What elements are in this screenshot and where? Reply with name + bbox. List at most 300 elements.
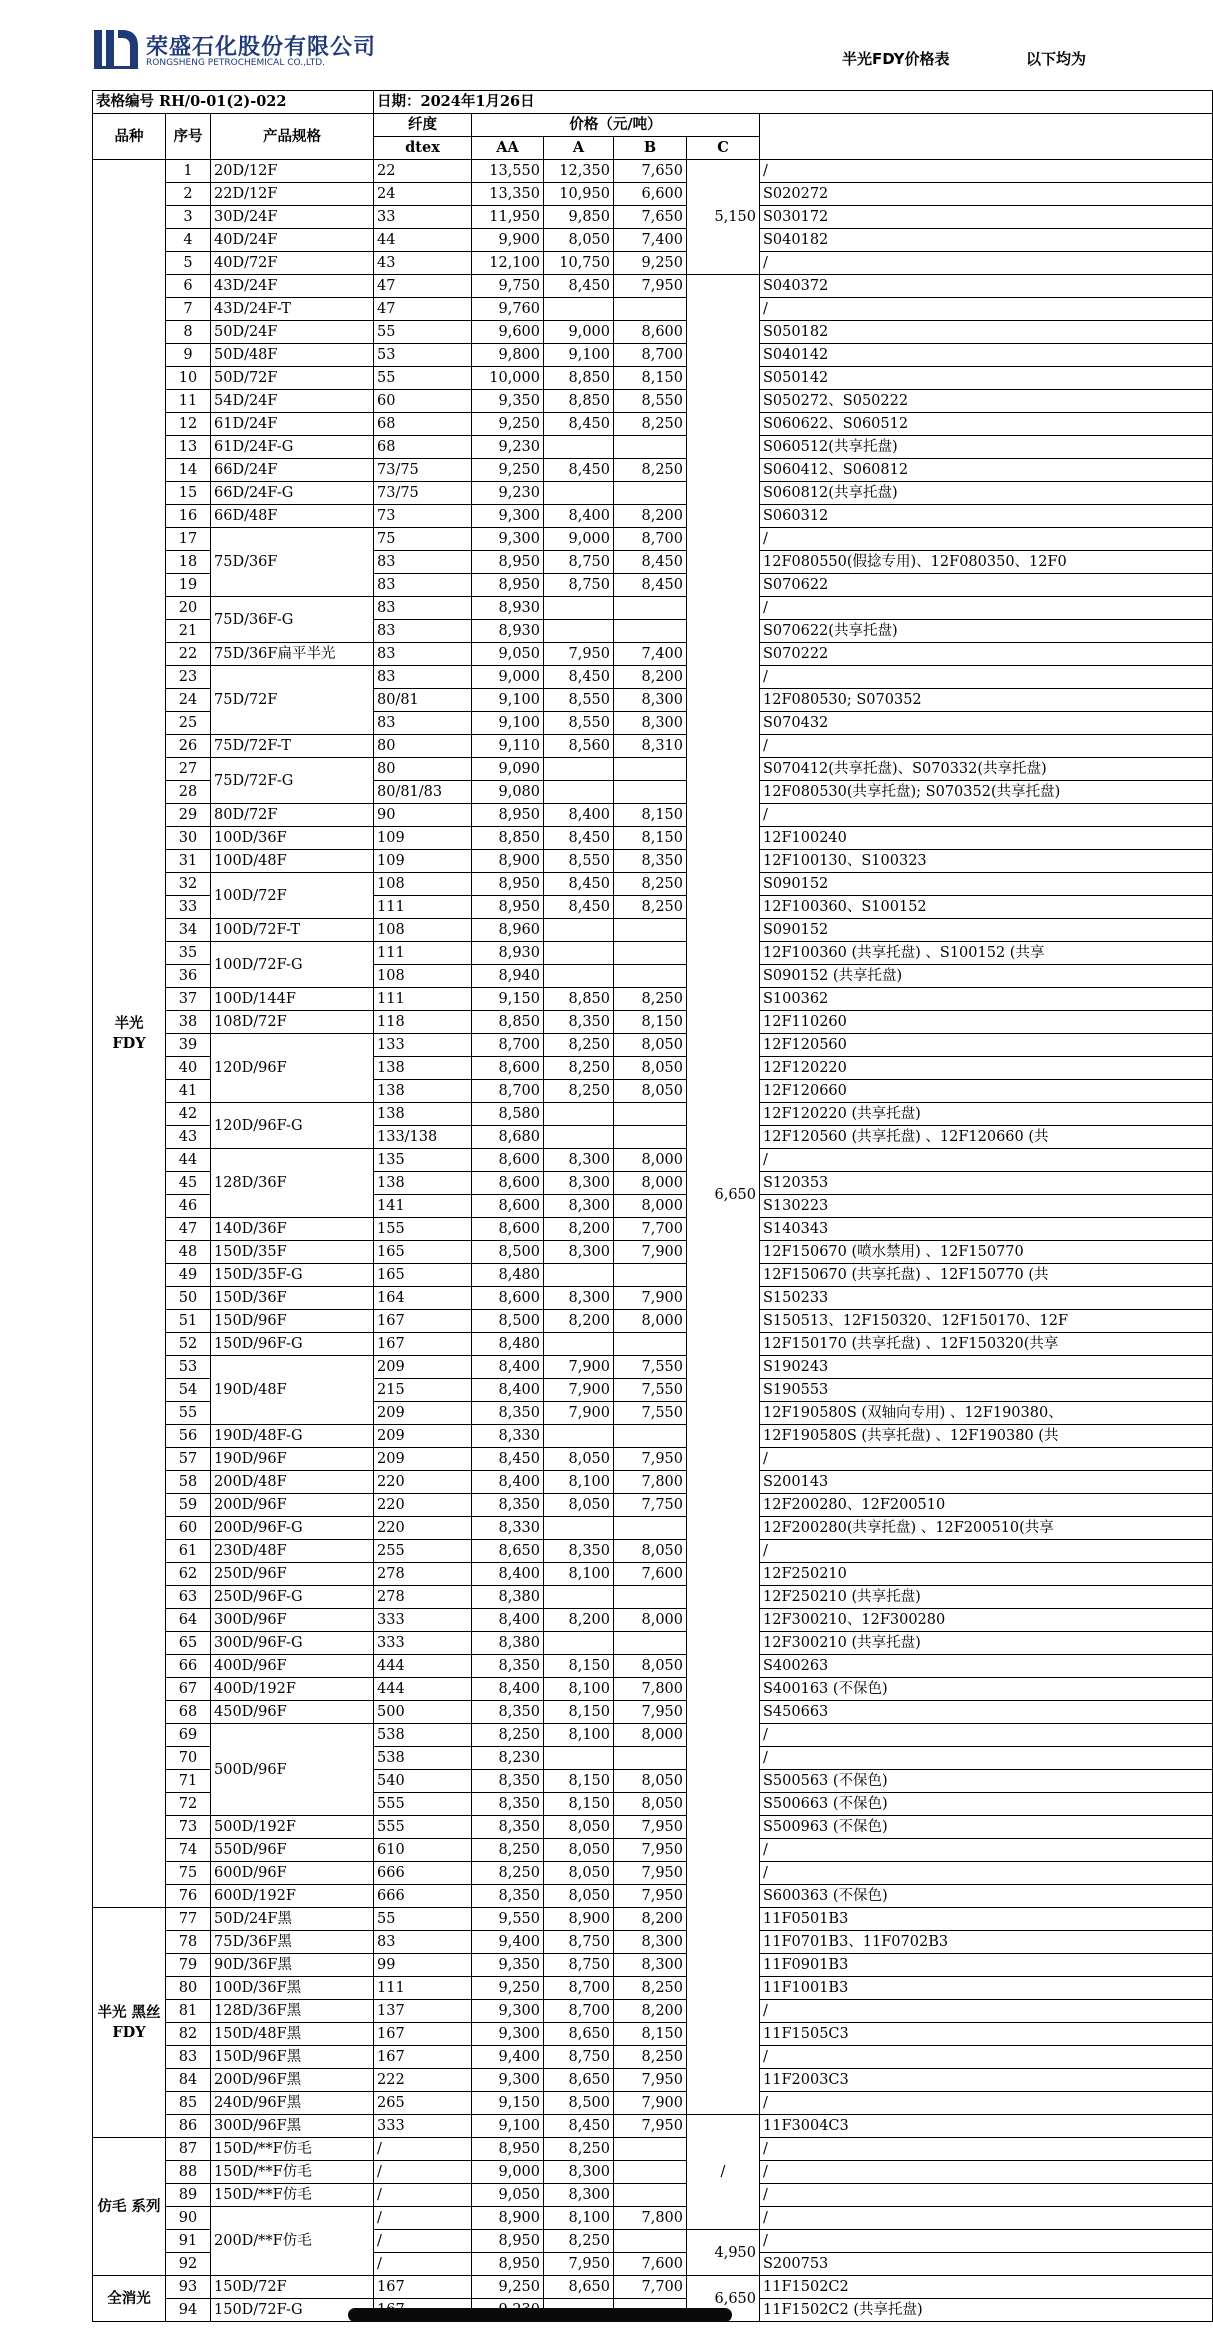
- col-code-header: [760, 114, 1213, 160]
- price-aa-cell: 8,250: [472, 1862, 544, 1885]
- price-b-cell: [614, 1586, 687, 1609]
- product-code-cell: 12F190580S (共享托盘) 、12F190380 (共: [760, 1425, 1213, 1448]
- price-a-cell: [544, 1264, 614, 1287]
- product-spec-cell: 128D/36F黑: [211, 2000, 374, 2023]
- product-code-cell: 12F150670 (共享托盘) 、12F150770 (共: [760, 1264, 1213, 1287]
- table-row: [93, 482, 1213, 505]
- dtex-cell: 133: [374, 1034, 472, 1057]
- product-code-cell: 12F250210 (共享托盘): [760, 1586, 1213, 1609]
- price-a-cell: 8,700: [544, 2000, 614, 2023]
- price-aa-cell: 9,150: [472, 2092, 544, 2115]
- table-row: [93, 229, 1213, 252]
- table-row: [93, 367, 1213, 390]
- product-code-cell: 12F120560 (共享托盘) 、12F120660 (共: [760, 1126, 1213, 1149]
- product-code-cell: 12F120560: [760, 1034, 1213, 1057]
- price-b-cell: 8,550: [614, 390, 687, 413]
- product-spec-cell: 43D/24F-T: [211, 298, 374, 321]
- dtex-cell: 222: [374, 2069, 472, 2092]
- product-code-cell: S500563 (不保色): [760, 1770, 1213, 1793]
- table-row: [93, 413, 1213, 436]
- price-a-cell: 8,560: [544, 735, 614, 758]
- price-b-cell: 8,250: [614, 896, 687, 919]
- row-number-cell: 82: [166, 2023, 211, 2046]
- price-aa-cell: 9,250: [472, 413, 544, 436]
- price-a-cell: 8,050: [544, 1862, 614, 1885]
- price-a-cell: [544, 620, 614, 643]
- price-b-cell: [614, 597, 687, 620]
- table-row: [93, 1563, 1213, 1586]
- product-code-cell: S070412(共享托盘)、S070332(共享托盘): [760, 758, 1213, 781]
- dtex-cell: 135: [374, 1149, 472, 1172]
- price-a-cell: 8,500: [544, 2092, 614, 2115]
- row-number-cell: 39: [166, 1034, 211, 1057]
- price-b-cell: 8,150: [614, 1011, 687, 1034]
- price-a-cell: [544, 1126, 614, 1149]
- price-a-cell: 8,300: [544, 2184, 614, 2207]
- price-b-cell: 8,250: [614, 1977, 687, 2000]
- price-b-cell: 7,600: [614, 2253, 687, 2276]
- row-number-cell: 8: [166, 321, 211, 344]
- price-aa-cell: 9,230: [472, 436, 544, 459]
- product-code-cell: 12F100240: [760, 827, 1213, 850]
- row-number-cell: 71: [166, 1770, 211, 1793]
- table-row: [93, 321, 1213, 344]
- dtex-cell: 43: [374, 252, 472, 275]
- product-spec-cell: 150D/48F黑: [211, 2023, 374, 2046]
- dtex-cell: 538: [374, 1747, 472, 1770]
- document-title: 半光FDY价格表: [842, 50, 950, 68]
- price-a-cell: 8,150: [544, 1701, 614, 1724]
- product-code-cell: S020272: [760, 183, 1213, 206]
- price-a-cell: 8,200: [544, 1609, 614, 1632]
- table-row: [93, 643, 1213, 666]
- row-number-cell: 52: [166, 1333, 211, 1356]
- dtex-cell: 538: [374, 1724, 472, 1747]
- price-a-cell: [544, 436, 614, 459]
- price-b-cell: 7,550: [614, 1356, 687, 1379]
- product-spec-cell: 300D/96F: [211, 1609, 374, 1632]
- price-a-cell: 9,100: [544, 344, 614, 367]
- price-b-cell: [614, 1632, 687, 1655]
- product-spec-cell: 100D/36F: [211, 827, 374, 850]
- row-number-cell: 80: [166, 1977, 211, 2000]
- price-b-cell: [614, 1425, 687, 1448]
- dtex-cell: 55: [374, 321, 472, 344]
- price-a-cell: 8,300: [544, 1241, 614, 1264]
- price-aa-cell: 9,750: [472, 275, 544, 298]
- price-a-cell: [544, 965, 614, 988]
- product-spec-cell: 600D/192F: [211, 1885, 374, 1908]
- price-b-cell: 7,950: [614, 275, 687, 298]
- price-a-cell: 8,250: [544, 1057, 614, 1080]
- price-a-cell: 8,450: [544, 413, 614, 436]
- table-row: [93, 1609, 1213, 1632]
- price-aa-cell: 9,250: [472, 2276, 544, 2299]
- table-row: [93, 1356, 1213, 1379]
- dtex-cell: 68: [374, 436, 472, 459]
- table-row: [93, 1494, 1213, 1517]
- dtex-cell: 83: [374, 643, 472, 666]
- price-aa-cell: 8,600: [472, 1172, 544, 1195]
- price-aa-cell: 8,350: [472, 1494, 544, 1517]
- price-a-cell: 7,900: [544, 1402, 614, 1425]
- dtex-cell: 555: [374, 1816, 472, 1839]
- price-a-cell: 8,200: [544, 1310, 614, 1333]
- row-number-cell: 68: [166, 1701, 211, 1724]
- row-number-cell: 51: [166, 1310, 211, 1333]
- product-spec-cell: 400D/192F: [211, 1678, 374, 1701]
- price-a-cell: 7,950: [544, 643, 614, 666]
- dtex-cell: 333: [374, 2115, 472, 2138]
- col-a-header: A: [544, 137, 614, 160]
- table-row: [93, 919, 1213, 942]
- row-number-cell: 18: [166, 551, 211, 574]
- product-code-cell: S070622: [760, 574, 1213, 597]
- table-row: [93, 1034, 1213, 1057]
- product-spec-cell: 200D/48F: [211, 1471, 374, 1494]
- dtex-cell: 108: [374, 873, 472, 896]
- product-spec-cell: 40D/24F: [211, 229, 374, 252]
- product-spec-cell: 75D/72F-G: [211, 758, 374, 804]
- price-b-cell: 8,050: [614, 1793, 687, 1816]
- dtex-cell: 111: [374, 942, 472, 965]
- product-code-cell: 12F120220: [760, 1057, 1213, 1080]
- dtex-cell: 53: [374, 344, 472, 367]
- price-b-cell: 8,000: [614, 1724, 687, 1747]
- product-spec-cell: 40D/72F: [211, 252, 374, 275]
- price-aa-cell: 9,100: [472, 689, 544, 712]
- price-aa-cell: 12,100: [472, 252, 544, 275]
- price-a-cell: 8,750: [544, 551, 614, 574]
- price-a-cell: [544, 597, 614, 620]
- table-row: [93, 1264, 1213, 1287]
- product-spec-cell: 200D/96F黑: [211, 2069, 374, 2092]
- table-row: [93, 298, 1213, 321]
- price-a-cell: 8,550: [544, 850, 614, 873]
- price-b-cell: 8,200: [614, 666, 687, 689]
- price-aa-cell: 8,950: [472, 574, 544, 597]
- price-a-cell: 8,100: [544, 2207, 614, 2230]
- table-row: [93, 1931, 1213, 1954]
- dtex-cell: 278: [374, 1586, 472, 1609]
- product-spec-cell: 250D/96F-G: [211, 1586, 374, 1609]
- price-aa-cell: 8,900: [472, 2207, 544, 2230]
- price-b-cell: 8,250: [614, 2046, 687, 2069]
- dtex-cell: 167: [374, 2046, 472, 2069]
- product-spec-cell: 100D/72F-G: [211, 942, 374, 988]
- price-c-cell: 6,650: [687, 2276, 760, 2322]
- variety-group-cell: 半光 FDY: [93, 160, 166, 1908]
- product-spec-cell: 50D/24F黑: [211, 1908, 374, 1931]
- row-number-cell: 60: [166, 1517, 211, 1540]
- price-a-cell: [544, 298, 614, 321]
- price-b-cell: 8,000: [614, 1195, 687, 1218]
- dtex-cell: 333: [374, 1609, 472, 1632]
- product-code-cell: S500963 (不保色): [760, 1816, 1213, 1839]
- price-a-cell: 8,150: [544, 1770, 614, 1793]
- product-spec-cell: 120D/96F-G: [211, 1103, 374, 1149]
- product-spec-cell: 108D/72F: [211, 1011, 374, 1034]
- price-a-cell: 8,550: [544, 689, 614, 712]
- price-a-cell: 8,300: [544, 1287, 614, 1310]
- price-a-cell: 8,250: [544, 1080, 614, 1103]
- product-spec-cell: 250D/96F: [211, 1563, 374, 1586]
- table-row: [93, 1839, 1213, 1862]
- price-aa-cell: 9,900: [472, 229, 544, 252]
- product-code-cell: S100362: [760, 988, 1213, 1011]
- product-code-cell: 11F0501B3: [760, 1908, 1213, 1931]
- row-number-cell: 13: [166, 436, 211, 459]
- product-code-cell: S600363 (不保色): [760, 1885, 1213, 1908]
- price-b-cell: 6,600: [614, 183, 687, 206]
- product-code-cell: S060312: [760, 505, 1213, 528]
- row-number-cell: 23: [166, 666, 211, 689]
- price-aa-cell: 8,950: [472, 2253, 544, 2276]
- row-number-cell: 65: [166, 1632, 211, 1655]
- price-aa-cell: 9,300: [472, 2069, 544, 2092]
- product-code-cell: S500663 (不保色): [760, 1793, 1213, 1816]
- price-aa-cell: 8,250: [472, 1724, 544, 1747]
- variety-group-cell: 仿毛 系列: [93, 2138, 166, 2276]
- table-row: [93, 160, 1213, 183]
- product-spec-cell: 190D/48F-G: [211, 1425, 374, 1448]
- price-a-cell: 8,150: [544, 1655, 614, 1678]
- product-code-cell: /: [760, 597, 1213, 620]
- product-code-cell: S200753: [760, 2253, 1213, 2276]
- product-code-cell: /: [760, 1724, 1213, 1747]
- table-row: [93, 2023, 1213, 2046]
- price-b-cell: 8,310: [614, 735, 687, 758]
- product-code-cell: 12F150670 (喷水禁用) 、12F150770: [760, 1241, 1213, 1264]
- price-aa-cell: 8,350: [472, 1402, 544, 1425]
- row-number-cell: 84: [166, 2069, 211, 2092]
- product-code-cell: S070222: [760, 643, 1213, 666]
- row-number-cell: 40: [166, 1057, 211, 1080]
- price-a-cell: 8,300: [544, 1149, 614, 1172]
- product-code-cell: /: [760, 1149, 1213, 1172]
- price-b-cell: 7,400: [614, 229, 687, 252]
- price-b-cell: 8,050: [614, 1034, 687, 1057]
- product-spec-cell: 500D/192F: [211, 1816, 374, 1839]
- row-number-cell: 88: [166, 2161, 211, 2184]
- row-number-cell: 31: [166, 850, 211, 873]
- dtex-cell: 167: [374, 2023, 472, 2046]
- table-row: [93, 758, 1213, 781]
- table-row: [93, 1977, 1213, 2000]
- price-a-cell: 8,650: [544, 2276, 614, 2299]
- product-code-cell: 12F120220 (共享托盘): [760, 1103, 1213, 1126]
- price-aa-cell: 8,500: [472, 1310, 544, 1333]
- product-code-cell: 12F200280、12F200510: [760, 1494, 1213, 1517]
- product-spec-cell: 50D/72F: [211, 367, 374, 390]
- price-b-cell: 8,300: [614, 689, 687, 712]
- price-a-cell: [544, 919, 614, 942]
- row-number-cell: 14: [166, 459, 211, 482]
- product-code-cell: 12F110260: [760, 1011, 1213, 1034]
- product-code-cell: S190553: [760, 1379, 1213, 1402]
- col-b-header: B: [614, 137, 687, 160]
- price-aa-cell: 8,350: [472, 1885, 544, 1908]
- row-number-cell: 17: [166, 528, 211, 551]
- product-spec-cell: 150D/96F黑: [211, 2046, 374, 2069]
- price-aa-cell: 8,330: [472, 1517, 544, 1540]
- product-spec-cell: 150D/35F-G: [211, 1264, 374, 1287]
- product-code-cell: /: [760, 2207, 1213, 2230]
- price-aa-cell: 8,450: [472, 1448, 544, 1471]
- price-aa-cell: 9,300: [472, 2023, 544, 2046]
- price-a-cell: 8,750: [544, 1954, 614, 1977]
- price-sheet: [92, 90, 1080, 2318]
- row-number-cell: 10: [166, 367, 211, 390]
- product-spec-cell: 120D/96F: [211, 1034, 374, 1103]
- product-spec-cell: 190D/96F: [211, 1448, 374, 1471]
- price-a-cell: 8,550: [544, 712, 614, 735]
- table-row: [93, 1448, 1213, 1471]
- price-aa-cell: 8,350: [472, 1655, 544, 1678]
- dtex-cell: 33: [374, 206, 472, 229]
- product-spec-cell: 400D/96F: [211, 1655, 374, 1678]
- price-a-cell: 8,450: [544, 666, 614, 689]
- row-number-cell: 24: [166, 689, 211, 712]
- form-number: 表格编号 RH/0-01(2)-022: [93, 91, 374, 114]
- price-b-cell: 8,050: [614, 1057, 687, 1080]
- price-a-cell: 8,750: [544, 1931, 614, 1954]
- price-b-cell: 8,150: [614, 827, 687, 850]
- table-row: [93, 1471, 1213, 1494]
- price-a-cell: 8,900: [544, 1908, 614, 1931]
- price-b-cell: [614, 2138, 687, 2161]
- table-row: [93, 2161, 1213, 2184]
- price-aa-cell: 9,760: [472, 298, 544, 321]
- dtex-cell: 111: [374, 988, 472, 1011]
- dtex-cell: 47: [374, 298, 472, 321]
- table-row: [93, 1218, 1213, 1241]
- dtex-cell: 167: [374, 1310, 472, 1333]
- price-b-cell: 7,800: [614, 1471, 687, 1494]
- row-number-cell: 76: [166, 1885, 211, 1908]
- product-code-cell: S150513、12F150320、12F150170、12F: [760, 1310, 1213, 1333]
- dtex-cell: 55: [374, 367, 472, 390]
- price-c-cell: /: [687, 2115, 760, 2230]
- price-aa-cell: 8,380: [472, 1586, 544, 1609]
- dtex-cell: 90: [374, 804, 472, 827]
- row-number-cell: 7: [166, 298, 211, 321]
- col-seq-header: 序号: [166, 114, 211, 160]
- table-row: [93, 1517, 1213, 1540]
- price-aa-cell: 8,950: [472, 2138, 544, 2161]
- col-variety-header: 品种: [93, 114, 166, 160]
- price-a-cell: 8,650: [544, 2069, 614, 2092]
- home-indicator[interactable]: [348, 2308, 732, 2322]
- product-code-cell: S060412、S060812: [760, 459, 1213, 482]
- price-b-cell: 8,000: [614, 1310, 687, 1333]
- dtex-cell: 83: [374, 551, 472, 574]
- product-spec-cell: 190D/48F: [211, 1356, 374, 1425]
- price-b-cell: 8,600: [614, 321, 687, 344]
- product-spec-cell: 128D/36F: [211, 1149, 374, 1218]
- dtex-cell: 80/81/83: [374, 781, 472, 804]
- product-spec-cell: 300D/96F-G: [211, 1632, 374, 1655]
- product-spec-cell: 66D/24F: [211, 459, 374, 482]
- row-number-cell: 48: [166, 1241, 211, 1264]
- dtex-cell: 141: [374, 1195, 472, 1218]
- product-code-cell: S090152: [760, 919, 1213, 942]
- price-a-cell: 8,350: [544, 1011, 614, 1034]
- product-code-cell: S140343: [760, 1218, 1213, 1241]
- price-b-cell: 7,950: [614, 2069, 687, 2092]
- product-spec-cell: 100D/72F: [211, 873, 374, 919]
- price-b-cell: [614, 1517, 687, 1540]
- table-row: [93, 804, 1213, 827]
- price-aa-cell: 9,250: [472, 459, 544, 482]
- product-spec-cell: 22D/12F: [211, 183, 374, 206]
- table-row: [93, 344, 1213, 367]
- price-aa-cell: 8,380: [472, 1632, 544, 1655]
- product-code-cell: 12F080530(共享托盘); S070352(共享托盘): [760, 781, 1213, 804]
- table-row: [93, 1149, 1213, 1172]
- row-number-cell: 6: [166, 275, 211, 298]
- price-aa-cell: 8,500: [472, 1241, 544, 1264]
- price-a-cell: 8,050: [544, 1839, 614, 1862]
- product-spec-cell: 80D/72F: [211, 804, 374, 827]
- price-b-cell: 8,000: [614, 1149, 687, 1172]
- row-number-cell: 16: [166, 505, 211, 528]
- price-a-cell: 8,100: [544, 1563, 614, 1586]
- row-number-cell: 2: [166, 183, 211, 206]
- table-row: [93, 827, 1213, 850]
- dtex-cell: 73/75: [374, 482, 472, 505]
- price-b-cell: 7,550: [614, 1402, 687, 1425]
- product-code-cell: /: [760, 252, 1213, 275]
- price-b-cell: 7,650: [614, 206, 687, 229]
- table-row: [93, 1954, 1213, 1977]
- row-number-cell: 83: [166, 2046, 211, 2069]
- row-number-cell: 59: [166, 1494, 211, 1517]
- price-aa-cell: 13,350: [472, 183, 544, 206]
- product-code-cell: 11F1502C2 (共享托盘): [760, 2299, 1213, 2322]
- price-a-cell: 10,950: [544, 183, 614, 206]
- row-number-cell: 41: [166, 1080, 211, 1103]
- price-a-cell: 8,450: [544, 896, 614, 919]
- price-b-cell: 8,300: [614, 1954, 687, 1977]
- price-a-cell: 8,750: [544, 2046, 614, 2069]
- table-row: [93, 850, 1213, 873]
- price-b-cell: 8,050: [614, 1655, 687, 1678]
- row-number-cell: 63: [166, 1586, 211, 1609]
- product-code-cell: S120353: [760, 1172, 1213, 1195]
- price-aa-cell: 9,230: [472, 482, 544, 505]
- price-a-cell: 12,350: [544, 160, 614, 183]
- product-code-cell: 12F150170 (共享托盘) 、12F150320(共享: [760, 1333, 1213, 1356]
- row-number-cell: 61: [166, 1540, 211, 1563]
- price-a-cell: 8,100: [544, 1678, 614, 1701]
- row-number-cell: 4: [166, 229, 211, 252]
- product-code-cell: S040182: [760, 229, 1213, 252]
- table-row: [93, 988, 1213, 1011]
- table-row: [93, 1885, 1213, 1908]
- price-aa-cell: 9,300: [472, 528, 544, 551]
- product-spec-cell: 550D/96F: [211, 1839, 374, 1862]
- product-code-cell: /: [760, 2184, 1213, 2207]
- table-row: [93, 183, 1213, 206]
- col-dtex-header: 纤度: [374, 114, 472, 137]
- row-number-cell: 92: [166, 2253, 211, 2276]
- row-number-cell: 56: [166, 1425, 211, 1448]
- table-row: [93, 275, 1213, 298]
- product-code-cell: 12F300210、12F300280: [760, 1609, 1213, 1632]
- price-a-cell: 8,700: [544, 1977, 614, 2000]
- row-number-cell: 12: [166, 413, 211, 436]
